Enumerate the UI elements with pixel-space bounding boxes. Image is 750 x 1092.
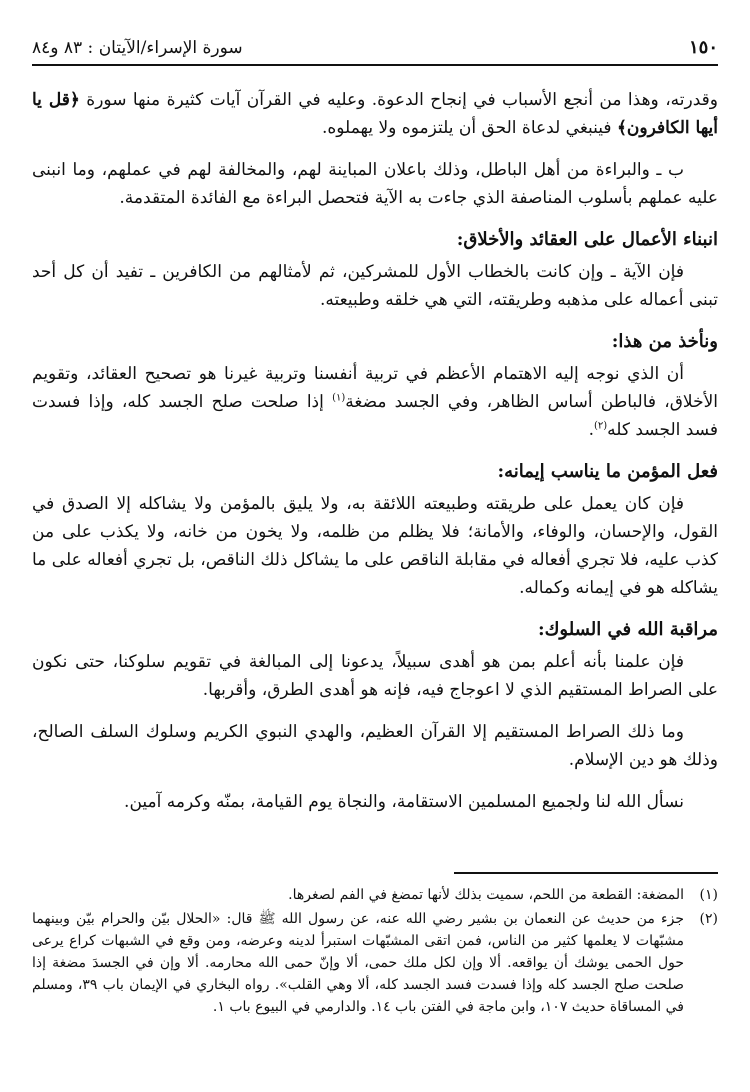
footnote-number: (٢) bbox=[699, 911, 718, 927]
paragraph-3: فإن الآية ـ وإن كانت بالخطاب الأول للمشركين، ثم لأمثالهم من الكافرين ـ تفيد أن كل أحد تبنى أعماله على مذهبه وطريقته، التي هي خلقه وطبيعته. bbox=[32, 262, 718, 310]
heading-god-awareness: مراقبة الله في السلوك: bbox=[537, 619, 718, 640]
paragraph-4-b: إذا صلحت صلح الجسد كله، وإذا فسدت فسد الجسد كله bbox=[32, 392, 718, 440]
footnote-ref-2[interactable]: (٢) bbox=[593, 420, 608, 432]
page-header bbox=[32, 32, 718, 58]
heading-actions-on-beliefs: انبناء الأعمال على العقائد والأخلاق: bbox=[456, 229, 718, 250]
paragraph-2: ب ـ والبراءة من أهل الباطل، وذلك باعلان المباينة لهم، والمخالفة لهم في عملهم، وما انبنى عليه عملهم بأسلوب المناصفة الذي جاءت به الآية فتحصل البراءة مع الفائدة المتقدمة. bbox=[32, 160, 718, 208]
footnote-text: المضغة: القطعة من اللحم، سميت بذلك لأنها تمضغ في الفم لصغرها. bbox=[288, 887, 684, 903]
paragraph-5: فإن كان يعمل على طريقته وطبيعته اللائقة به، ولا يليق بالمؤمن ولا يشاكله إلا الصدق في القول، والإحسان، والوفاء، والأمانة؛ فلا يظلم من ظلمه، ولا يخون من خانه، ولا يكذب على من كذب عليه، فلا تجري أفعاله في مقابلة الناقص على ما يشاكل ذلك الناقص، بل تجري أفعاله على ما يشاكله هو في إيمانه وكماله. bbox=[32, 494, 718, 598]
footnote-2 bbox=[32, 908, 718, 1018]
paragraph-1 bbox=[32, 86, 718, 142]
paragraph-8: نسأل الله لنا ولجميع المسلمين الاستقامة، والنجاة يوم القيامة، بمنّه وكرمه آمين. bbox=[124, 792, 684, 812]
paragraph-7: وما ذلك الصراط المستقيم إلا القرآن العظيم، والهدي النبوي الكريم وسلوك السلف الصالح، وذلك هو دين الإسلام. bbox=[32, 722, 718, 770]
book-page bbox=[32, 20, 718, 1080]
paragraph-4-a: أن الذي نوجه إليه الاهتمام الأعظم في تربية أنفسنا وتربية غيرنا هو تصحيح العقائد، وتقويم الأخلاق، فالباطن أساس الظاهر، وفي الجسد مضغة bbox=[32, 364, 718, 412]
page-number: ١٥٠ bbox=[688, 37, 718, 58]
heading-we-take-from-this: ونأخذ من هذا: bbox=[611, 331, 718, 352]
footnote-1 bbox=[32, 884, 718, 906]
header-rule bbox=[32, 64, 718, 66]
footnotes bbox=[32, 884, 718, 1020]
footnote-number: (١) bbox=[699, 887, 718, 903]
paragraph-1-text: وقدرته، وهذا من أنجع الأسباب في إنجاح الدعوة. وعليه في القرآن آيات كثيرة منها سورة bbox=[79, 90, 718, 110]
page-body bbox=[32, 86, 718, 830]
paragraph-6: فإن علمنا بأنه أعلم بمن هو أهدى سبيلاً، يدعونا إلى المبالغة في تقويم سلوكنا، حتى نكون على الصراط المستقيم الذي لا اعوجاج فيه، فإنه هو أهدى الطرق، وأقربها. bbox=[32, 652, 718, 700]
paragraph-1-end: فينبغي لدعاة الحق أن يلتزموه ولا يهملوه. bbox=[321, 118, 617, 138]
paragraph-4-c: . bbox=[588, 420, 594, 440]
footnote-ref-1[interactable]: (١) bbox=[332, 392, 346, 404]
running-title: سورة الإسراء/الآيتان : ٨٣ و٨٤ bbox=[32, 38, 243, 58]
heading-believer-conduct: فعل المؤمن ما يناسب إيمانه: bbox=[497, 461, 718, 482]
sura-reference: ﴿قل يا أيها الكافرون﴾ bbox=[32, 90, 718, 138]
footnote-rule bbox=[454, 872, 718, 874]
paragraph-4 bbox=[32, 360, 718, 444]
footnote-text: جزء من حديث عن النعمان بن بشير رضي الله عنه، عن رسول الله ﷺ قال: «الحلال بيّن والحرام بيّن وبينهما مشبّهات لا يعلمها كثير من الناس، فمن اتقى المشبّهات استبرأ لدينه وعرضه، ومن وقع في الشبهات كراع يرعى حول الحمى يوشك أن يواقعه. ألا وإن لكل ملك حمى، ألا وإنّ حمى الله محارمه. ألا وإن في الجسدَ مضغة إذا صلحت صلح الجسد كله وإذا فسدت فسد الجسد كله، ألا وهي القلب». رواه البخاري في الإيمان باب ٣٩، ومسلم في المساقاة حديث ١٠٧، وابن ماجة في الفتن باب ١٤. والدارمي في البيوع باب ١. bbox=[32, 911, 684, 1015]
